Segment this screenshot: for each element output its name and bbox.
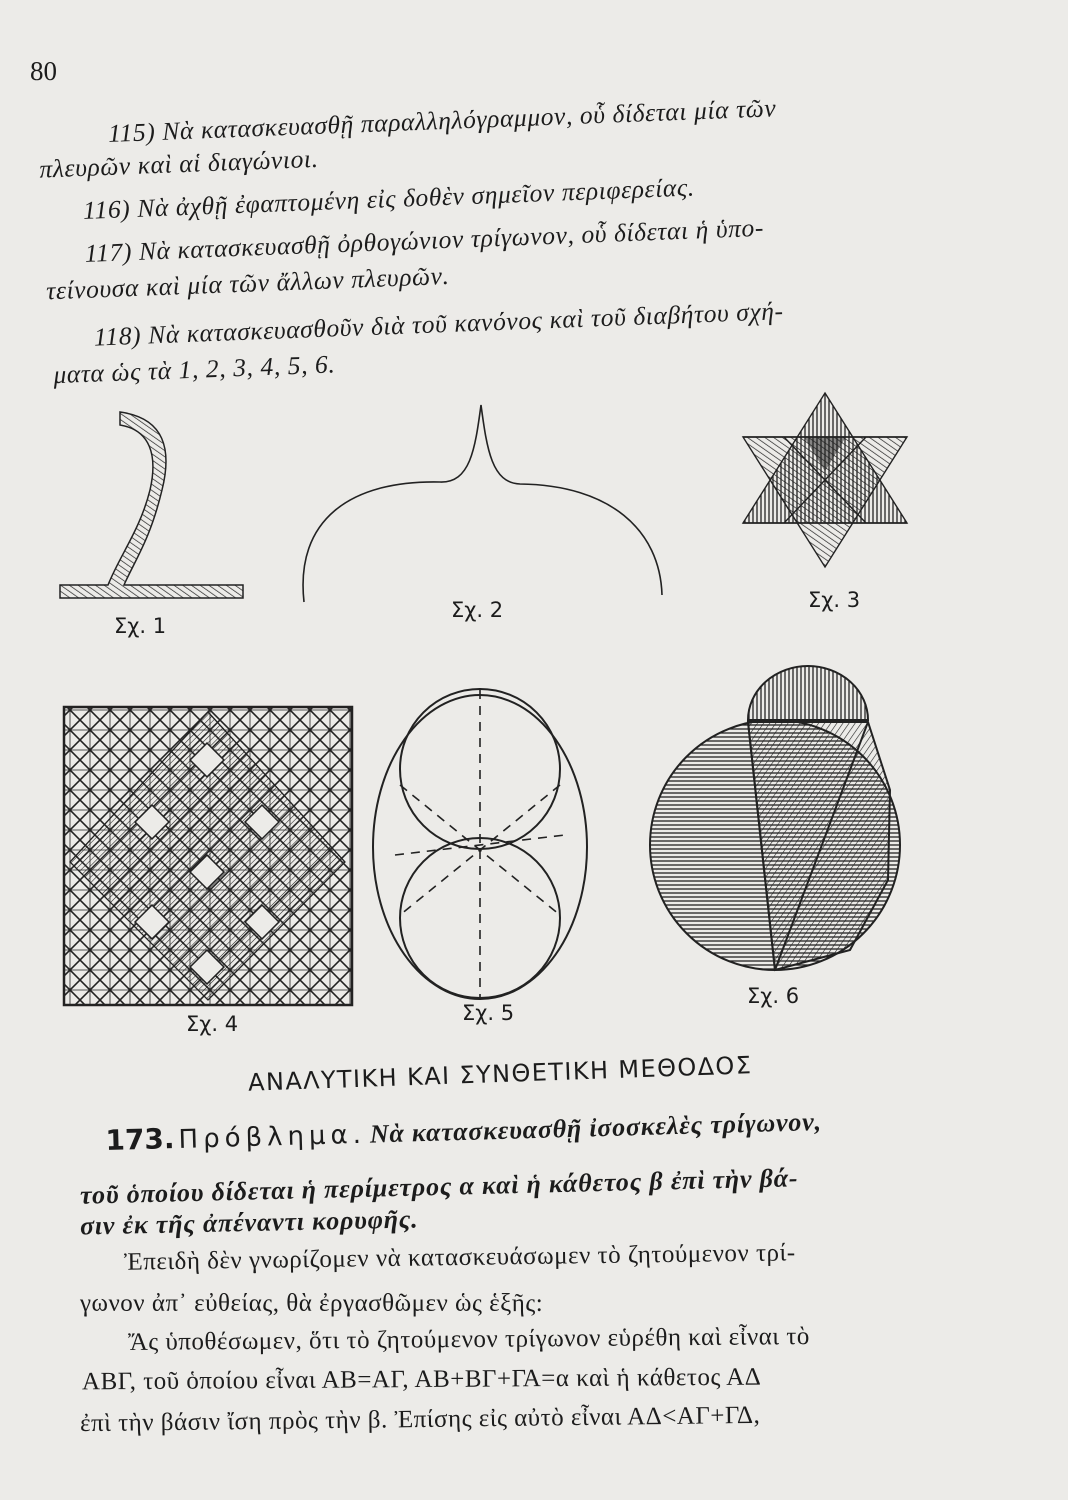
figure-5-caption: Σχ. 5 [462,1001,515,1025]
exercise-116: 116) Νὰ ἀχθῇ ἐφαπτομένη εἰς δοθὲν σημεῖον περιφερείας. [82,172,696,225]
exercise-115-line1: 115) Νὰ κατασκευασθῇ παραλληλόγραμμον, οὗ δίδεται μία τῶν [107,93,777,148]
page-number: 80 [30,56,57,86]
exercise-118-line1: 118) Νὰ κατασκευασθοῦν διὰ τοῦ κανόνος καὶ τοῦ διαβήτου σχή- [93,296,785,352]
problem-statement-line3: σιν ἐκ τῆς ἀπέναντι κορυφῆς. [79,1204,419,1241]
problem-number: 173. [105,1122,175,1157]
figure-3-star-of-david-drawing [743,393,907,567]
body-line-2: γωνον ἀπ᾽ εὐθείας, θὰ ἐργασθῶμεν ὡς ἑξῆς: [80,1290,544,1317]
figure-4-caption: Σχ. 4 [186,1012,239,1036]
exercise-117-line2: τείνουσα καὶ μία τῶν ἄλλων πλευρῶν. [45,260,451,306]
body-line-5: ἐπὶ τὴν βάσιν ἴση πρὸς τὴν β. Ἐπίσης εἰς αὐτὸ εἶναι ΑΔ<ΑΓ+ΓΔ, [79,1401,761,1438]
figure-3-caption: Σχ. 3 [808,588,861,612]
body-line-1: Ἐπειδὴ δὲν γνωρίζομεν νὰ κατασκευάσωμεν τὸ ζητούμενον τρί- [123,1239,796,1276]
figure-5-circles-drawing [373,689,587,999]
figure-4-tile-pattern-drawing [64,707,352,1005]
figure-2-arches-drawing [303,405,662,602]
body-line-3: Ἄς ὑποθέσωμεν, ὅτι τὸ ζητούμενον τρίγωνον εὑρέθη καὶ εἶναι τὸ [127,1323,810,1356]
body-line-4: ΑΒΓ, τοῦ ὁποίου εἶναι ΑΒ=ΑΓ, ΑΒ+ΒΓ+ΓΑ=α καὶ ἡ κάθετος ΑΔ [81,1363,762,1396]
figure-6-hatched-circle-drawing [650,666,900,970]
problem-statement-line2: τοῦ ὁποίου δίδεται ἡ περίμετρος α καὶ ἡ κάθετος β ἐπὶ τὴν βά- [79,1163,799,1210]
figure-2-caption: Σχ. 2 [451,598,504,622]
exercise-117-line1: 117) Νὰ κατασκευασθῇ ὀρθογώνιον τρίγωνον, οὗ δίδεται ἡ ὑπο- [84,212,765,268]
problem-label: Πρόβλημα. [178,1119,367,1155]
figure-1-molding-drawing [60,412,243,598]
figure-6-caption: Σχ. 6 [747,984,800,1008]
exercise-115-line2: πλευρῶν καὶ αἱ διαγώνιοι. [38,143,320,184]
problem-statement-line1: Νὰ κατασκευασθῇ ἰσοσκελὲς τρίγωνον, [369,1106,823,1149]
figure-1-caption: Σχ. 1 [114,614,167,638]
exercise-118-line2: ματα ὡς τὰ 1, 2, 3, 4, 5, 6. [52,349,336,390]
section-title: ΑΝΑΛΥΤΙΚΗ ΚΑΙ ΣΥΝΘΕΤΙΚΗ ΜΕΘΟΔΟΣ [247,1051,753,1097]
